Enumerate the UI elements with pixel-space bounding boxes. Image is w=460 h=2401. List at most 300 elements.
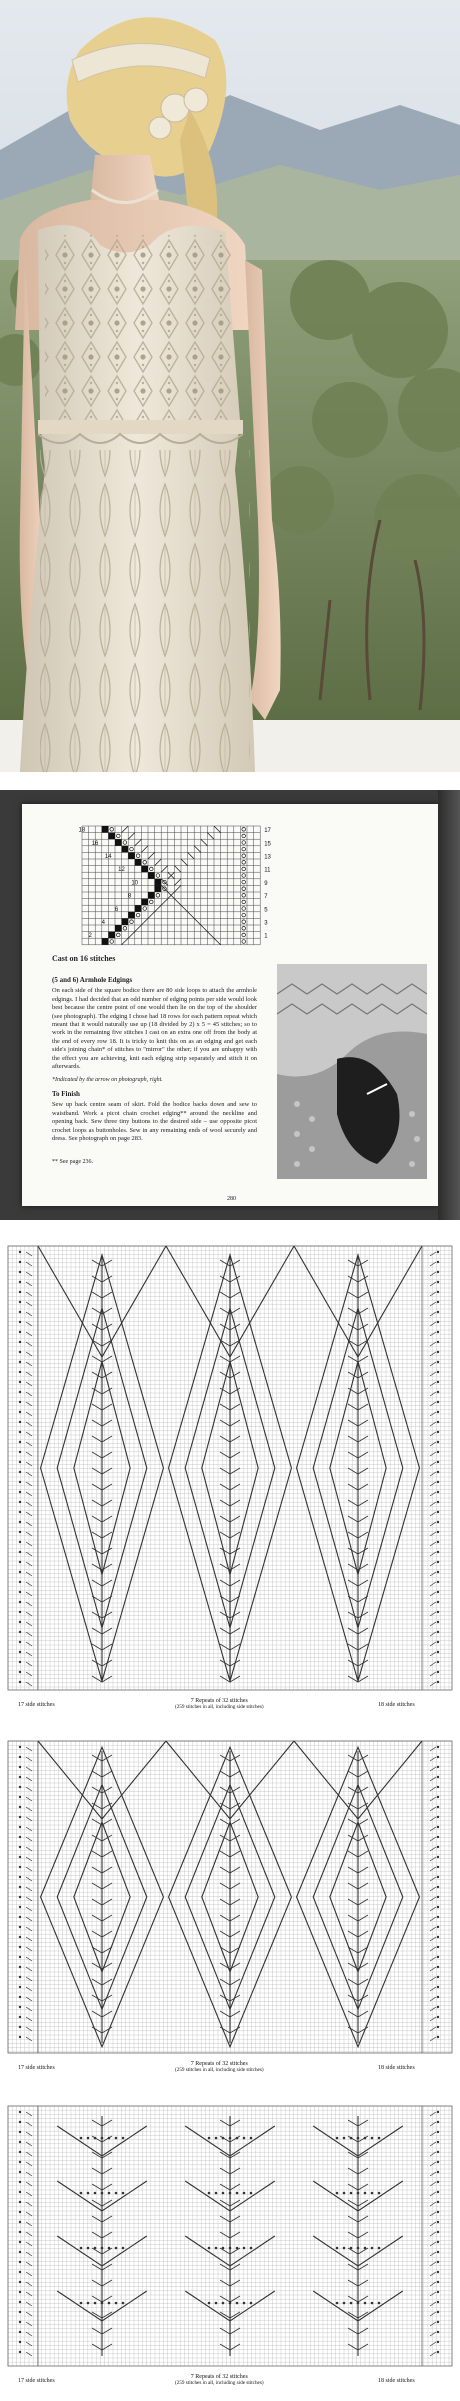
decrease-icon xyxy=(430,1502,436,1506)
decrease-icon xyxy=(430,1462,436,1466)
chart-2-repeats: 7 Repeats of 32 stitches xyxy=(190,2061,248,2067)
yarn-over-icon xyxy=(19,1936,21,1938)
chart-2-center-caption xyxy=(175,2061,264,2073)
yarn-over-icon xyxy=(19,1786,21,1788)
yarn-over-icon xyxy=(437,1806,439,1808)
section-title: (5 and 6) Armhole Edgings xyxy=(52,976,133,984)
yarn-over-icon xyxy=(19,1521,21,1523)
decrease-icon xyxy=(430,1602,436,1606)
yarn-over-icon xyxy=(150,900,154,904)
decrease-icon xyxy=(207,833,214,840)
yarn-over-icon xyxy=(437,2351,439,2353)
decrease-icon xyxy=(358,1979,368,1985)
yarn-over-icon xyxy=(19,1391,21,1393)
yarn-over-icon xyxy=(19,1401,21,1403)
row-number-right: 5 xyxy=(264,907,268,914)
decrease-icon xyxy=(430,2007,436,2011)
decrease-icon xyxy=(430,2152,436,2156)
yarn-over-icon xyxy=(80,2247,83,2250)
yarn-over-icon xyxy=(19,2281,21,2283)
yarn-over-icon xyxy=(19,2141,21,2143)
yarn-over-icon xyxy=(242,861,246,865)
yarn-over-icon xyxy=(208,2302,211,2305)
yarn-over-icon xyxy=(19,1956,21,1958)
yarn-over-icon xyxy=(101,2302,104,2305)
decrease-icon xyxy=(430,2017,436,2021)
decrease-icon xyxy=(430,1252,436,1256)
decrease-icon xyxy=(430,1452,436,1456)
yarn-over-icon xyxy=(242,894,246,898)
yarn-over-icon xyxy=(437,1946,439,1948)
yarn-over-icon xyxy=(437,2006,439,2008)
decrease-icon xyxy=(430,2312,436,2316)
yarn-over-icon xyxy=(437,1581,439,1583)
yarn-over-icon xyxy=(437,1271,439,1273)
arrow-note: *Indicated by the arrow on photograph, right. xyxy=(52,1077,163,1084)
decrease-icon xyxy=(358,1899,368,1905)
yarn-over-icon xyxy=(19,1846,21,1848)
yarn-over-icon xyxy=(357,2192,360,2195)
yarn-over-icon xyxy=(19,2151,21,2153)
decrease-icon xyxy=(102,1356,112,1362)
yarn-over-icon xyxy=(437,1986,439,1988)
yarn-over-icon xyxy=(437,1441,439,1443)
yarn-over-icon xyxy=(242,874,246,878)
decrease-icon xyxy=(430,1652,436,1656)
yarn-over-icon xyxy=(143,907,147,911)
decrease-icon xyxy=(358,1356,368,1362)
yarn-over-icon xyxy=(437,1936,439,1938)
yarn-over-icon xyxy=(437,1501,439,1503)
yarn-over-icon xyxy=(19,1876,21,1878)
yarn-over-icon xyxy=(242,834,246,838)
filled-stitch-icon xyxy=(128,852,135,859)
decrease-icon xyxy=(430,2232,436,2236)
decrease-icon xyxy=(188,852,195,859)
yarn-over-icon xyxy=(243,2247,246,2250)
yarn-over-icon xyxy=(19,2161,21,2163)
decrease-icon xyxy=(430,1642,436,1646)
yarn-over-icon xyxy=(19,1511,21,1513)
yarn-over-icon xyxy=(19,2201,21,2203)
decrease-icon xyxy=(141,918,148,925)
yarn-over-icon xyxy=(19,1651,21,1653)
yarn-over-icon xyxy=(19,2036,21,2038)
yarn-over-icon xyxy=(19,1946,21,1948)
yarn-over-icon xyxy=(19,1411,21,1413)
instructions-text xyxy=(52,972,257,1148)
yarn-over-icon xyxy=(364,2247,367,2250)
decrease-icon xyxy=(102,1484,112,1490)
decrease-icon xyxy=(102,1628,112,1634)
decrease-icon xyxy=(194,918,201,925)
decrease-icon xyxy=(220,2136,230,2142)
decrease-icon xyxy=(358,1404,368,1410)
decrease-icon xyxy=(430,1867,436,1871)
decrease-icon xyxy=(220,2232,230,2238)
decrease-icon xyxy=(358,2120,368,2126)
chart-1-right-caption: 18 side stitches xyxy=(378,1702,415,1708)
decrease-icon xyxy=(102,2232,112,2238)
decrease-icon xyxy=(174,899,181,906)
yarn-over-icon xyxy=(242,847,246,851)
decrease-icon xyxy=(430,1292,436,1296)
knitted-dress-photo xyxy=(0,0,460,772)
yarn-over-icon xyxy=(371,2192,374,2195)
decrease-icon xyxy=(220,1372,230,1378)
yarn-over-icon xyxy=(242,900,246,904)
decrease-icon xyxy=(220,1452,230,1458)
yarn-over-icon xyxy=(357,2247,360,2250)
yarn-over-icon xyxy=(19,1916,21,1918)
decrease-icon xyxy=(430,2322,436,2326)
decrease-icon xyxy=(174,866,181,873)
decrease-icon xyxy=(102,1420,112,1426)
yarn-over-icon xyxy=(19,2351,21,2353)
row-number-right: 9 xyxy=(264,880,268,887)
yarn-over-icon xyxy=(19,2121,21,2123)
decrease-icon xyxy=(201,925,208,932)
yarn-over-icon xyxy=(437,2301,439,2303)
decrease-icon xyxy=(102,2328,112,2334)
chart-3-grid xyxy=(0,2100,460,2401)
yarn-over-icon xyxy=(19,1261,21,1263)
yarn-over-icon xyxy=(19,1311,21,1313)
yarn-over-icon xyxy=(94,2137,97,2140)
yarn-over-icon xyxy=(357,2137,360,2140)
decrease-icon xyxy=(430,2172,436,2176)
decrease-icon xyxy=(135,839,142,846)
decrease-icon xyxy=(358,1452,368,1458)
decrease-icon xyxy=(430,2262,436,2266)
decrease-icon xyxy=(135,925,142,932)
decrease-icon xyxy=(220,1356,230,1362)
yarn-over-icon xyxy=(19,1431,21,1433)
yarn-over-icon xyxy=(437,1896,439,1898)
decrease-icon xyxy=(220,1548,230,1554)
yarn-over-icon xyxy=(378,2137,381,2140)
decrease-icon xyxy=(220,1612,230,1618)
yarn-over-icon xyxy=(19,2301,21,2303)
yarn-over-icon xyxy=(110,828,114,832)
yarn-over-icon xyxy=(19,2111,21,2113)
decrease-icon xyxy=(430,1887,436,1891)
decrease-icon xyxy=(188,912,195,919)
decrease-icon xyxy=(220,1468,230,1474)
yarn-over-icon xyxy=(19,1836,21,1838)
yarn-over-icon xyxy=(343,2137,346,2140)
yarn-over-icon xyxy=(123,927,127,931)
yarn-over-icon xyxy=(437,1531,439,1533)
decrease-icon xyxy=(220,1532,230,1538)
yarn-over-icon xyxy=(122,2192,125,2195)
yarn-over-icon xyxy=(19,1886,21,1888)
yarn-over-icon xyxy=(437,2141,439,2143)
decrease-icon xyxy=(358,1372,368,1378)
decrease-icon xyxy=(358,1500,368,1506)
yarn-over-icon xyxy=(364,2302,367,2305)
chart-2-left-caption: 17 side stitches xyxy=(18,2065,55,2071)
yarn-over-icon xyxy=(19,1796,21,1798)
decrease-icon xyxy=(220,2280,230,2286)
decrease-icon xyxy=(102,2216,112,2222)
yarn-over-icon xyxy=(437,1671,439,1673)
decrease-icon xyxy=(358,1276,368,1282)
row-number-left: 16 xyxy=(91,840,99,847)
decrease-icon xyxy=(358,1963,368,1969)
decrease-icon xyxy=(102,2184,112,2190)
yarn-over-icon xyxy=(437,1571,439,1573)
book-gutter xyxy=(438,790,460,1220)
photo-illustration xyxy=(0,0,460,772)
yarn-over-icon xyxy=(437,2341,439,2343)
filled-stitch-icon xyxy=(102,938,109,945)
yarn-over-icon xyxy=(378,2247,381,2250)
yarn-over-icon xyxy=(371,2247,374,2250)
yarn-over-icon xyxy=(437,2311,439,2313)
decrease-icon xyxy=(358,2344,368,2350)
yarn-over-icon xyxy=(437,1561,439,1563)
yarn-over-icon xyxy=(208,2247,211,2250)
yarn-over-icon xyxy=(115,2192,118,2195)
yarn-over-icon xyxy=(250,2247,253,2250)
yarn-over-icon xyxy=(19,1321,21,1323)
yarn-over-icon xyxy=(19,1581,21,1583)
decrease-icon xyxy=(358,1548,368,1554)
yarn-over-icon xyxy=(350,2137,353,2140)
yarn-over-icon xyxy=(19,1271,21,1273)
yarn-over-icon xyxy=(437,1826,439,1828)
yarn-over-icon xyxy=(19,1806,21,1808)
yarn-over-icon xyxy=(19,2191,21,2193)
yarn-over-icon xyxy=(215,2302,218,2305)
yarn-over-icon xyxy=(437,1341,439,1343)
yarn-over-icon xyxy=(19,1591,21,1593)
decrease-icon xyxy=(430,2292,436,2296)
filled-stitch-icon xyxy=(122,846,129,853)
yarn-over-icon xyxy=(350,2247,353,2250)
yarn-over-icon xyxy=(19,1856,21,1858)
yarn-over-icon xyxy=(101,2137,104,2140)
yarn-over-icon xyxy=(19,1756,21,1758)
decrease-icon xyxy=(430,1877,436,1881)
yarn-over-icon xyxy=(19,2016,21,2018)
decrease-icon xyxy=(430,2027,436,2031)
yarn-over-icon xyxy=(222,2247,225,2250)
yarn-over-icon xyxy=(236,2137,239,2140)
yarn-over-icon xyxy=(437,1886,439,1888)
filled-stitch-icon xyxy=(141,899,148,906)
decrease-icon xyxy=(161,879,168,886)
decrease-icon xyxy=(430,1442,436,1446)
yarn-over-icon xyxy=(222,2192,225,2195)
row-number-right: 11 xyxy=(264,867,271,874)
yarn-over-icon xyxy=(19,1501,21,1503)
yarn-over-icon xyxy=(437,1816,439,1818)
yarn-over-icon xyxy=(19,1746,21,1748)
yarn-over-icon xyxy=(437,2291,439,2293)
yarn-over-icon xyxy=(19,1381,21,1383)
yarn-over-icon xyxy=(19,1551,21,1553)
decrease-icon xyxy=(220,2027,230,2033)
decrease-icon xyxy=(102,2120,112,2126)
decrease-icon xyxy=(220,1915,230,1921)
decrease-icon xyxy=(220,1867,230,1873)
yarn-over-icon xyxy=(437,2251,439,2253)
decrease-icon xyxy=(430,1302,436,1306)
book-page-photo xyxy=(0,790,460,1220)
decrease-icon xyxy=(358,2216,368,2222)
row-number-left: 2 xyxy=(88,933,92,940)
yarn-over-icon xyxy=(215,2137,218,2140)
decrease-icon xyxy=(102,1452,112,1458)
yarn-over-icon xyxy=(242,887,246,891)
yarn-over-icon xyxy=(19,2291,21,2293)
yarn-over-icon xyxy=(243,2192,246,2195)
yarn-over-icon xyxy=(19,1301,21,1303)
yarn-over-icon xyxy=(437,2181,439,2183)
yarn-over-icon xyxy=(437,2231,439,2233)
yarn-over-icon xyxy=(122,2137,125,2140)
yarn-over-icon xyxy=(243,2137,246,2140)
filled-stitch-icon xyxy=(108,932,115,939)
decrease-icon xyxy=(220,2216,230,2222)
yarn-over-icon xyxy=(437,1331,439,1333)
yarn-over-icon xyxy=(19,2181,21,2183)
yarn-over-icon xyxy=(242,828,246,832)
decrease-icon xyxy=(358,1484,368,1490)
yarn-over-icon xyxy=(437,1796,439,1798)
yarn-over-icon xyxy=(19,1611,21,1613)
decrease-icon xyxy=(358,1420,368,1426)
yarn-over-icon xyxy=(437,1551,439,1553)
yarn-over-icon xyxy=(437,1511,439,1513)
book-page xyxy=(22,804,438,1206)
decrease-icon xyxy=(430,1747,436,1751)
yarn-over-icon xyxy=(437,1631,439,1633)
decrease-icon xyxy=(358,1612,368,1618)
yarn-over-icon xyxy=(19,1361,21,1363)
decrease-icon xyxy=(430,1432,436,1436)
decrease-icon xyxy=(220,1276,230,1282)
yarn-over-icon xyxy=(437,1521,439,1523)
decrease-icon xyxy=(102,1851,112,1857)
yarn-over-icon xyxy=(437,2221,439,2223)
yarn-over-icon xyxy=(101,2192,104,2195)
decrease-icon xyxy=(430,1312,436,1316)
yarn-over-icon xyxy=(87,2302,90,2305)
decrease-icon xyxy=(102,2027,112,2033)
decrease-icon xyxy=(358,2328,368,2334)
yarn-over-icon xyxy=(250,2137,253,2140)
yarn-over-icon xyxy=(19,1826,21,1828)
yarn-over-icon xyxy=(19,1421,21,1423)
decrease-icon xyxy=(358,1867,368,1873)
yarn-over-icon xyxy=(122,2247,125,2250)
decrease-icon xyxy=(430,1582,436,1586)
yarn-over-icon xyxy=(80,2302,83,2305)
yarn-over-icon xyxy=(437,1786,439,1788)
yarn-over-icon xyxy=(19,1351,21,1353)
yarn-over-icon xyxy=(94,2247,97,2250)
yarn-over-icon xyxy=(215,2192,218,2195)
decrease-icon xyxy=(161,899,168,906)
yarn-over-icon xyxy=(371,2302,374,2305)
yarn-over-icon xyxy=(437,1311,439,1313)
yarn-over-icon xyxy=(19,1461,21,1463)
lace-chart-3 xyxy=(0,2100,460,2401)
decrease-icon xyxy=(122,826,129,833)
yarn-over-icon xyxy=(343,2192,346,2195)
decrease-icon xyxy=(141,846,148,853)
filled-stitch-icon xyxy=(108,833,115,840)
decrease-icon xyxy=(430,1847,436,1851)
yarn-over-icon xyxy=(437,1966,439,1968)
decrease-icon xyxy=(358,1628,368,1634)
decrease-icon xyxy=(155,905,162,912)
decrease-icon xyxy=(430,1352,436,1356)
yarn-over-icon xyxy=(250,2302,253,2305)
decrease-icon xyxy=(220,1979,230,1985)
yarn-over-icon xyxy=(437,1681,439,1683)
yarn-over-icon xyxy=(115,2247,118,2250)
yarn-over-icon xyxy=(437,1836,439,1838)
yarn-over-icon xyxy=(208,2137,211,2140)
decrease-icon xyxy=(220,1628,230,1634)
decrease-icon xyxy=(220,1500,230,1506)
yarn-over-icon xyxy=(242,920,246,924)
yarn-over-icon xyxy=(437,2241,439,2243)
yarn-over-icon xyxy=(108,2247,111,2250)
decrease-icon xyxy=(358,2136,368,2142)
yarn-over-icon xyxy=(108,2192,111,2195)
decrease-icon xyxy=(194,846,201,853)
yarn-over-icon xyxy=(19,1341,21,1343)
yarn-over-icon xyxy=(437,1621,439,1623)
decrease-icon xyxy=(430,1672,436,1676)
decrease-icon xyxy=(220,1580,230,1586)
decrease-icon xyxy=(430,1817,436,1821)
yarn-over-icon xyxy=(437,1381,439,1383)
decrease-icon xyxy=(358,1819,368,1825)
yarn-over-icon xyxy=(19,1906,21,1908)
yarn-over-icon xyxy=(19,1251,21,1253)
yarn-over-icon xyxy=(229,2137,232,2140)
finish-title: To Finish xyxy=(52,1089,80,1098)
decrease-icon xyxy=(430,1997,436,2001)
decrease-icon xyxy=(214,826,221,833)
yarn-over-icon xyxy=(19,2321,21,2323)
yarn-over-icon xyxy=(19,1491,21,1493)
yarn-over-icon xyxy=(19,1766,21,1768)
yarn-over-icon xyxy=(242,933,246,937)
yarn-over-icon xyxy=(437,1351,439,1353)
yarn-over-icon xyxy=(364,2137,367,2140)
decrease-icon xyxy=(207,932,214,939)
filled-stitch-icon xyxy=(115,925,122,932)
yarn-over-icon xyxy=(437,1601,439,1603)
yarn-over-icon xyxy=(19,2251,21,2253)
decrease-icon xyxy=(102,1532,112,1538)
yarn-over-icon xyxy=(437,1281,439,1283)
decrease-icon xyxy=(430,2182,436,2186)
yarn-over-icon xyxy=(19,2261,21,2263)
decrease-icon xyxy=(220,1292,230,1298)
decrease-icon xyxy=(214,938,221,945)
yarn-over-icon xyxy=(19,1471,21,1473)
decrease-icon xyxy=(102,1915,112,1921)
yarn-over-icon xyxy=(19,2341,21,2343)
